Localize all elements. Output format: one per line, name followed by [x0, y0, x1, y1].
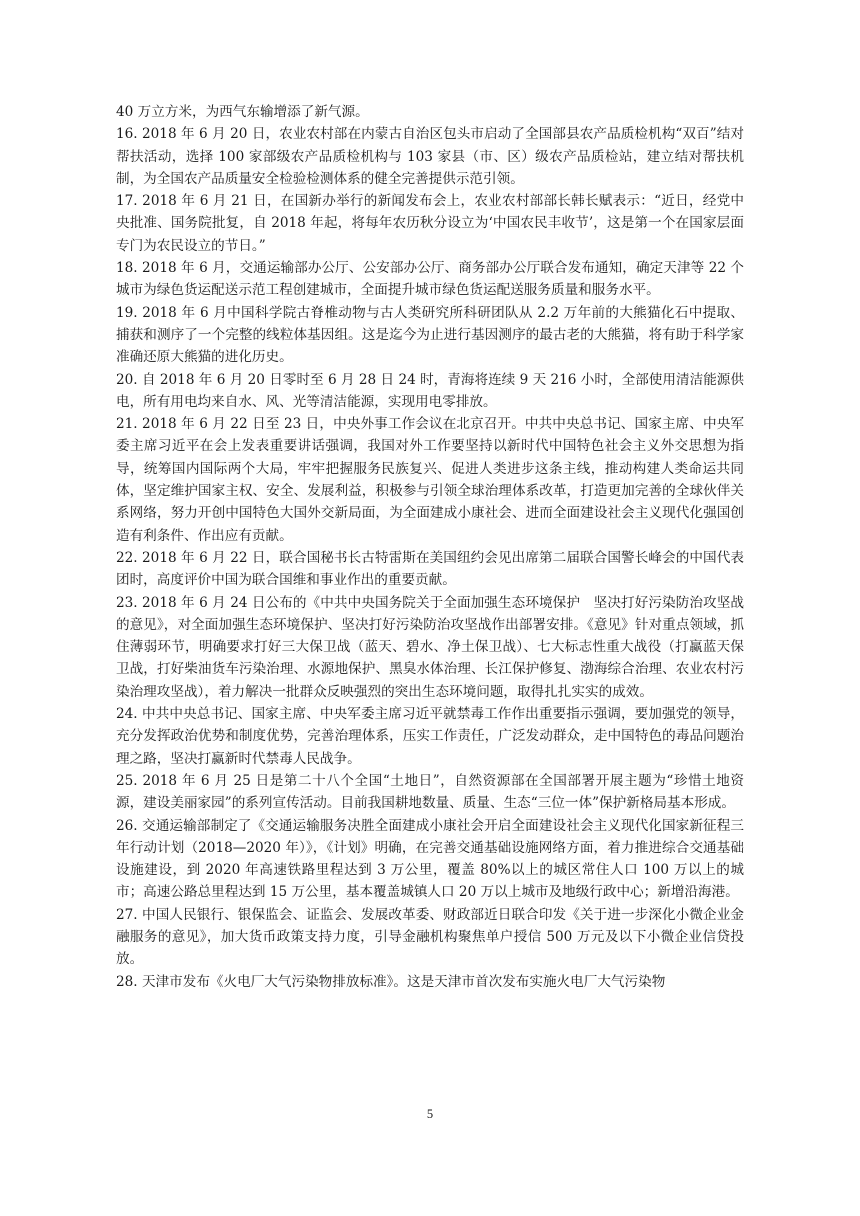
paragraph-21: 21. 2018 年 6 月 22 日至 23 日，中央外事工作会议在北京召开。中共中央总书记、国家主席、中央军委主席习近平在会上发表重要讲话强调，我国对外工作要坚持以新时代中国特色社会主义外交思想为指导，统筹国内国际两个大局，牢牢把握服务民族复兴、促进人类进步这条主线，推动构建人类命运共同体，坚定维护国家主权、安全、发展利益，积极参与引领全球治理体系改革，打造更加完善的全球伙伴关系网络，努力开创中国特色大国外交新局面，为全面建成小康社会、进而全面建设社会主义现代化强国创造有利条件、作出应有贡献。	[116, 416, 744, 544]
paragraph-20: 20. 自 2018 年 6 月 20 日零时至 6 月 28 日 24 时，青海将连续 9 天 216 小时，全部使用清洁能源供电，所有用电均来自水、风、光等清洁能源，实现用电零排放。	[116, 371, 744, 410]
paragraph-25: 25. 2018 年 6 月 25 日是第二十八个全国“土地日”，自然资源部在全国部署开展主题为“珍惜土地资源，建设美丽家园”的系列宣传活动。目前我国耕地数量、质量、生态“三位一体”保护新格局基本形成。	[116, 772, 744, 812]
paragraph-16: 16. 2018 年 6 月 20 日，农业农村部在内蒙古自治区包头市启动了全国部县农产品质检机构“双百”结对帮扶活动，选择 100 家部级农产品质检机构与 103 家县（市、区）级农产品质检站，建立结对帮扶机制，为全国农产品质量安全检验检测体系的健全完善提供示范引领。	[116, 126, 744, 187]
paragraph-28: 28. 天津市发布《火电厂大气污染物排放标准》。这是天津市首次发布实施火电厂大气污染物	[116, 973, 666, 990]
document-body	[116, 101, 744, 993]
paragraph-26: 26. 交通运输部制定了《交通运输服务决胜全面建成小康社会开启全面建设社会主义现代化国家新征程三年行动计划（2018—2020 年）》，《计划》明确，在完善交通基础设施网络方面，着力推进综合交通基础设施建设，到 2020 年高速铁路里程达到 3 万公里，覆盖 80%以上的城区常住人口 100 万以上的城市；高速公路总里程达到 15 万公里，基本覆盖城镇人口 20 万以上城市及地级行政中心；新增沿海港。	[116, 817, 744, 901]
paragraph-27: 27. 中国人民银行、银保监会、证监会、发展改革委、财政部近日联合印发《关于进一步深化小微企业金融服务的意见》，加大货币政策支持力度，引导金融机构聚焦单户授信 500 万元及以下小微企业信贷投放。	[116, 906, 744, 968]
paragraph-19: 19. 2018 年 6 月中国科学院古脊椎动物与古人类研究所科研团队从 2.2 万年前的大熊猫化石中提取、捕获和测序了一个完整的线粒体基因组。这是迄今为止进行基因测序的最古老的大熊猫，将有助于科学家准确还原大熊猫的进化历史。	[116, 304, 744, 366]
paragraph-18: 18. 2018 年 6 月，交通运输部办公厅、公安部办公厅、商务部办公厅联合发布通知，确定天津等 22 个城市为绿色货运配送示范工程创建城市，全面提升城市绿色货运配送服务质量和服务水平。	[116, 260, 744, 299]
paragraph-23: 23. 2018 年 6 月 24 日公布的《中共中央国务院关于全面加强生态环境保护 坚决打好污染防治攻坚战的意见》，对全面加强生态环境保护、坚决打好污染防治攻坚战作出部署安排。《意见》针对重点领域，抓住薄弱环节，明确要求打好三大保卫战（蓝天、碧水、净土保卫战）、七大标志性重大战役（打赢蓝天保卫战，打好柴油货车污染治理、水源地保护、黑臭水体治理、长江保护修复、渤海综合治理、农业农村污染治理攻坚战），着力解决一批群众反映强烈的突出生态环境问题，取得扎扎实实的成效。	[116, 594, 744, 700]
paragraph-17: 17. 2018 年 6 月 21 日，在国新办举行的新闻发布会上，农业农村部部长韩长赋表示：“近日，经党中央批准、国务院批复，自 2018 年起，将每年农历秋分设立为‘中国农民丰收节’，这是第一个在国家层面专门为农民设立的节日。”	[116, 193, 744, 254]
paragraph-continuation: 40 万立方米，为西气东输增添了新气源。	[116, 104, 369, 120]
page-number: 5	[426, 1107, 434, 1121]
paragraph-22: 22. 2018 年 6 月 22 日，联合国秘书长古特雷斯在美国纽约会见出席第二届联合国警长峰会的中国代表团时，高度评价中国为联合国维和事业作出的重要贡献。	[116, 549, 744, 589]
paragraph-24: 24. 中共中央总书记、国家主席、中央军委主席习近平就禁毒工作作出重要指示强调，要加强党的领导，充分发挥政治优势和制度优势，完善治理体系，压实工作责任，广泛发动群众，走中国特色的毒品问题治理之路，坚决打赢新时代禁毒人民战争。	[116, 706, 744, 767]
